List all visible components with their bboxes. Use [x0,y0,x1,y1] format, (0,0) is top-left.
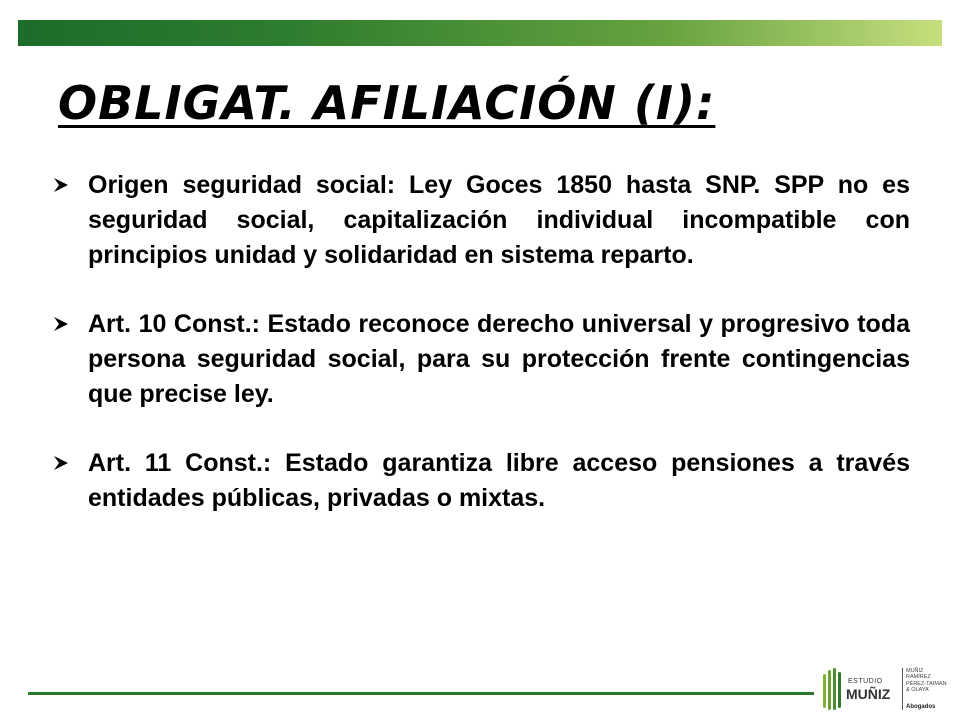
logo-mark-icon [822,666,844,712]
bullet-text: Origen seguridad social: Ley Goces 1850 hasta SNP. SPP no es seguridad social, capitalización individual incompatible con principios unidad y solidaridad en sistema reparto. [88,171,910,269]
logo-partner: PÉREZ-TAIMAN [906,680,947,687]
logo-partner: RAMÍREZ [906,674,931,681]
logo-partner: & OLAYA [906,687,929,694]
bullet-item [52,446,910,516]
logo-subtitle: Abogados [906,704,936,710]
logo-partner: MUÑIZ [906,668,924,674]
arrowhead-bullet-icon [52,168,88,202]
footer-line [28,692,814,695]
bullet-list [52,168,910,550]
header-bar [18,20,942,46]
bullet-text: Art. 10 Const.: Estado reconoce derecho universal y progresivo toda persona seguridad social, para su protección frente contingencias que precise ley. [88,310,910,408]
arrowhead-bullet-icon [52,446,88,480]
logo-name-text: MUÑIZ [846,686,891,702]
slide-title: OBLIGAT. AFILIACIÓN (I): [58,76,716,130]
bullet-item [52,168,910,273]
bullet-item [52,307,910,412]
logo-divider [902,668,903,710]
bullet-text: Art. 11 Const.: Estado garantiza libre acceso pensiones a través entidades públicas, privadas o mixtas. [88,449,910,512]
firm-logo [822,664,946,716]
logo-partners [906,668,947,694]
arrowhead-bullet-icon [52,307,88,341]
logo-studio-text: ESTUDIO [848,678,883,685]
